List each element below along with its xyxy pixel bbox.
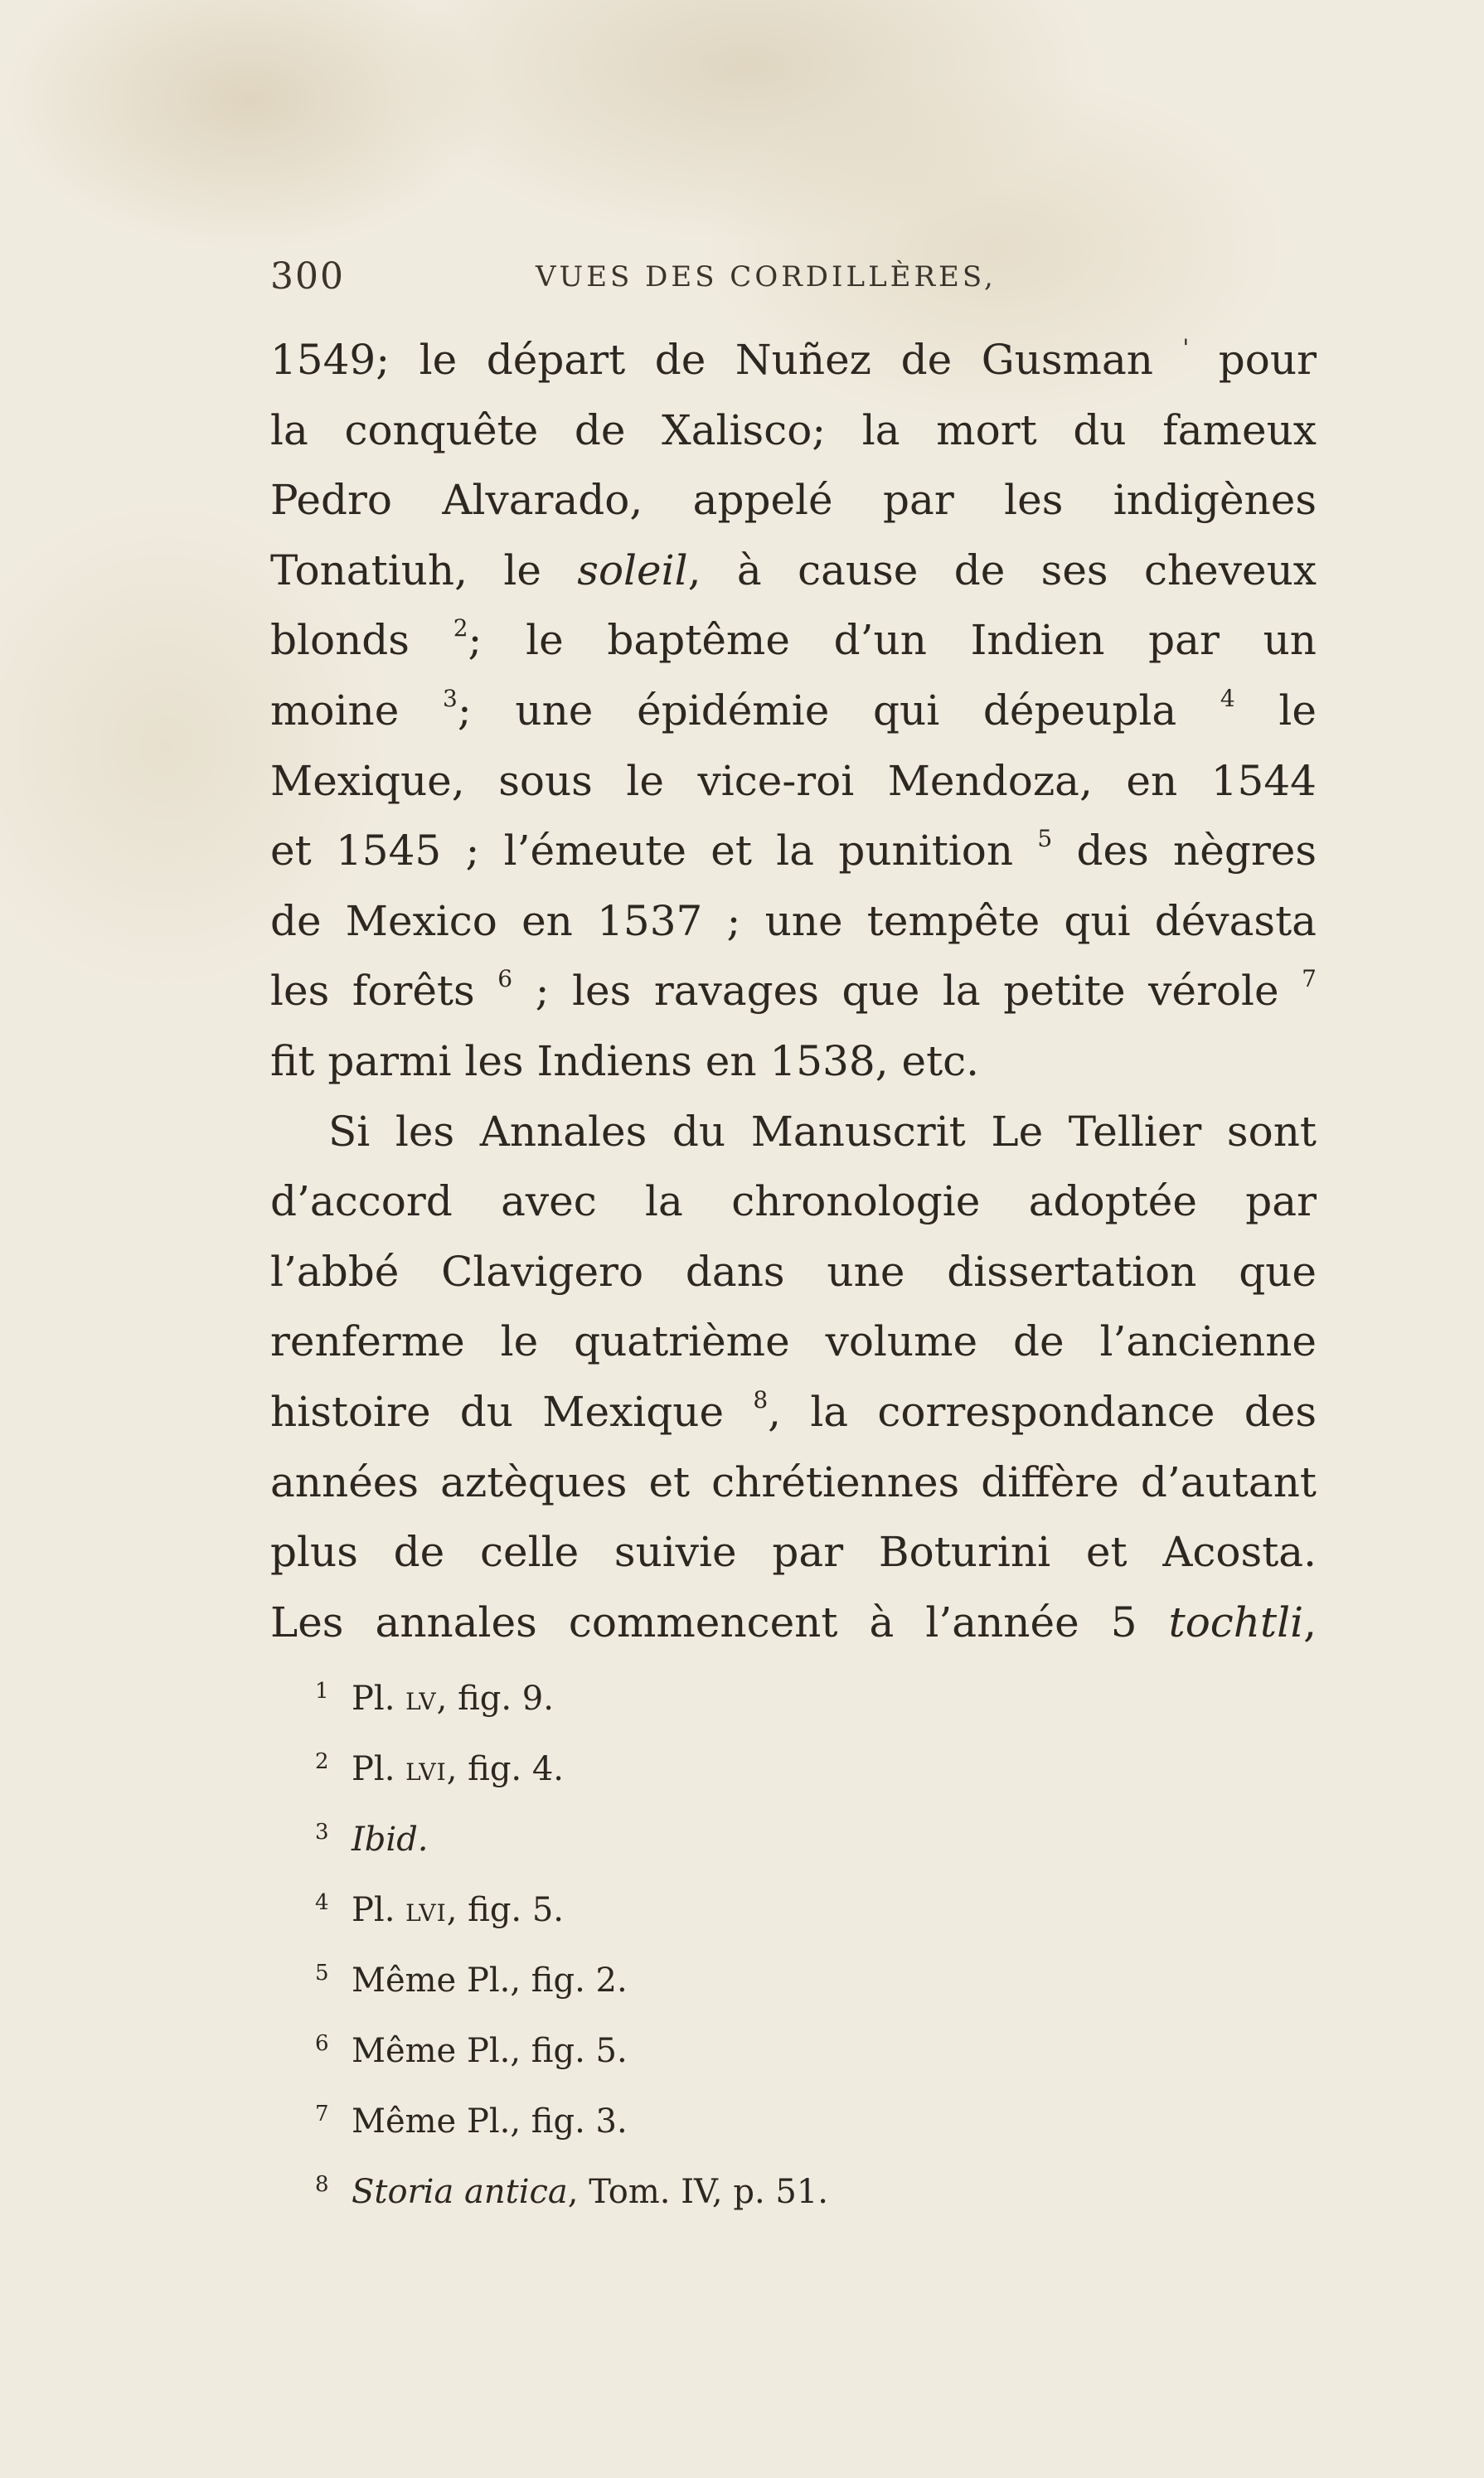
footnote-number: 7	[315, 2102, 329, 2126]
footnote	[315, 2012, 1061, 2083]
text-run: Même Pl., fig. 3.	[352, 2102, 628, 2141]
text-run: blonds	[270, 616, 453, 665]
footnote	[315, 1942, 1061, 2012]
text-run: fit parmi les Indiens en 1538, etc.	[270, 1036, 980, 1085]
text-run: , la correspondance des	[768, 1387, 1317, 1436]
text-run: Tonatiuh, le	[270, 546, 578, 594]
footnote-marker: 8	[753, 1385, 769, 1414]
text-run: Si les Annales du Manuscrit Le Tellier sont	[328, 1107, 1317, 1156]
text-line	[270, 886, 1317, 957]
text-line	[270, 1588, 1317, 1658]
text-run: Même Pl., fig. 2.	[352, 1962, 628, 2000]
text-run: ,	[1303, 1598, 1317, 1646]
text-line	[270, 325, 1317, 395]
text-run: la conquête de Xalisco; la mort du fameux	[270, 405, 1317, 454]
footnote-marker: 7	[1302, 965, 1317, 993]
text-run: , Tom. IV, p. 51.	[567, 2173, 828, 2211]
text-line	[270, 465, 1317, 536]
italic-text: soleil	[577, 546, 688, 594]
text-run: plus de celle suivie par Boturini et Acosta.	[270, 1528, 1317, 1577]
text-run: , fig. 9.	[436, 1680, 554, 1718]
text-run: , fig. 4.	[446, 1750, 565, 1788]
italic-text: Storia antica	[352, 2173, 568, 2211]
text-line	[270, 676, 1317, 746]
text-line	[270, 1097, 1317, 1167]
footnote-number: 4	[315, 1890, 329, 1915]
footnote-number: 8	[315, 2172, 329, 2197]
text-line	[270, 1166, 1317, 1237]
footnote-marker: 3	[443, 684, 458, 712]
italic-text: tochtli	[1168, 1598, 1304, 1646]
text-line	[270, 395, 1317, 466]
footnote-marker: 6	[497, 965, 513, 993]
footnote-number: 5	[315, 1961, 329, 1986]
footnote-marker: 4	[1220, 684, 1235, 712]
text-run: 1549; le départ de Nuñez de Gusman	[270, 336, 1183, 384]
text-run: Pedro Alvarado, appelé par les indigènes	[270, 476, 1317, 525]
text-line	[270, 1307, 1317, 1377]
text-line	[270, 1026, 1317, 1097]
text-run: , fig. 5.	[446, 1891, 565, 1929]
footnote-number: 3	[315, 1820, 329, 1845]
text-line	[270, 746, 1317, 817]
footnote	[315, 1660, 1061, 1730]
text-run: d’accord avec la chronologie adoptée par	[270, 1177, 1317, 1226]
text-run: ; le baptême d’un Indien par un	[468, 616, 1317, 665]
text-run: années aztèques et chrétiennes diffère d’autant	[270, 1457, 1317, 1506]
text-run: Les annales commencent à l’année 5	[270, 1598, 1169, 1646]
footnote-marker: '	[1182, 334, 1190, 361]
text-run: moine	[270, 686, 444, 735]
text-line	[270, 1237, 1317, 1307]
footnote	[315, 1871, 1061, 1942]
page-number: 300	[270, 255, 345, 298]
footnotes	[315, 1660, 1061, 2223]
text-run: les forêts	[270, 967, 498, 1016]
footnote-number: 2	[315, 1749, 329, 1774]
footnote	[315, 2083, 1061, 2153]
text-run: Pl.	[352, 1750, 406, 1788]
text-run: et 1545 ; l’émeute et la punition	[270, 827, 1038, 875]
small-caps-text: lvi	[405, 1750, 447, 1788]
text-line	[270, 1377, 1317, 1448]
footnote	[315, 1730, 1061, 1801]
footnote	[315, 1801, 1061, 1871]
text-run: ; les ravages que la petite vérole	[512, 967, 1302, 1016]
text-line	[270, 605, 1317, 676]
text-line	[270, 1517, 1317, 1588]
footnote-number: 6	[315, 2031, 329, 2056]
text-run: l’abbé Clavigero dans une dissertation que	[270, 1247, 1317, 1296]
text-run: Pl.	[352, 1891, 406, 1929]
text-run: pour	[1189, 336, 1317, 384]
text-run: histoire du Mexique	[270, 1387, 754, 1436]
page-header	[270, 255, 1323, 305]
text-line	[270, 536, 1317, 606]
italic-text: Ibid.	[352, 1821, 429, 1859]
text-run: Mexique, sous le vice-roi Mendoza, en 1544	[270, 756, 1317, 805]
text-run: renferme le quatrième volume de l’ancienne	[270, 1317, 1317, 1366]
small-caps-text: lvi	[405, 1891, 447, 1929]
text-run: ; une épidémie qui dépeupla	[457, 686, 1220, 735]
text-run: des nègres	[1052, 827, 1317, 875]
text-line	[270, 816, 1317, 886]
footnote-number: 1	[315, 1679, 329, 1704]
footnote-marker: 5	[1037, 825, 1053, 853]
text-run: , à cause de ses cheveux	[687, 546, 1317, 594]
text-line	[270, 1448, 1317, 1518]
text-run: le	[1234, 686, 1317, 735]
text-line	[270, 956, 1317, 1026]
running-title: VUES DES CORDILLÈRES,	[536, 260, 997, 293]
text-run: Pl.	[352, 1680, 406, 1718]
footnote	[315, 2153, 1061, 2223]
text-run: Même Pl., fig. 5.	[352, 2032, 628, 2070]
body-text	[270, 325, 1317, 1657]
text-run: de Mexico en 1537 ; une tempête qui dévasta	[270, 896, 1317, 945]
footnote-marker: 2	[453, 614, 468, 643]
small-caps-text: lv	[405, 1680, 437, 1718]
